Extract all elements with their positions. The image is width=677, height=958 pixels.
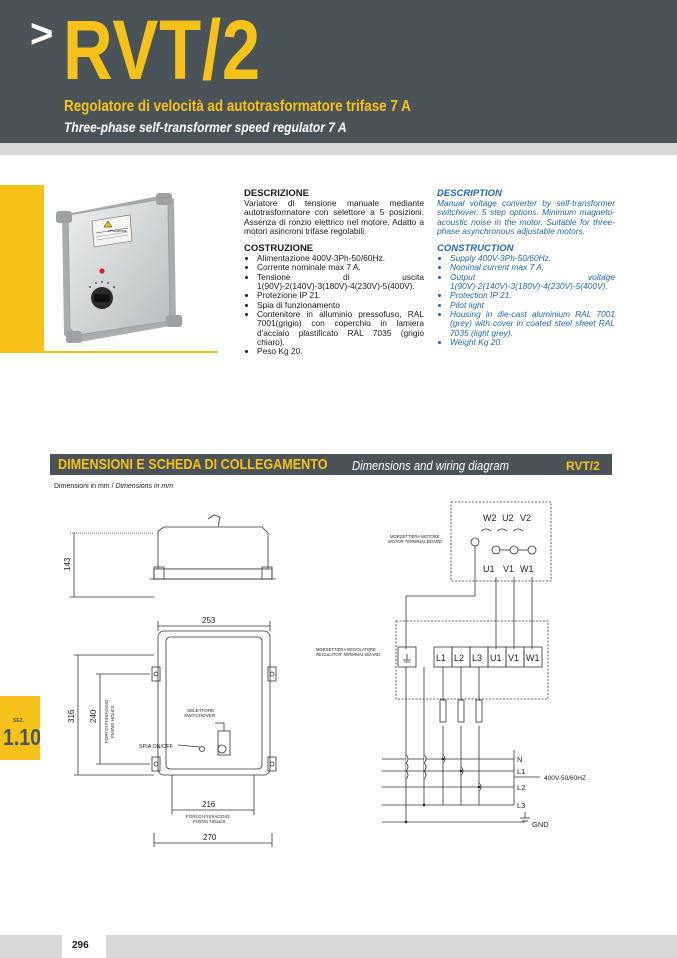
section-title-english: Dimensions and wiring diagram [352,459,509,473]
gnd-label: GND [532,820,549,829]
motor-board-label-en: MOTOR TERMINAL BOARD [388,539,442,544]
motor-terminal-u2: U2 [502,513,514,523]
line-l3-label: L3 [517,801,526,810]
list-item: • Peso Kg 20. [257,347,424,356]
side-tab-number: 1.10 [3,724,42,750]
dim-216-label: 216 [202,800,216,809]
list-item: • Tensione di uscita 1(90V)-2(140V)-3(180V)-4(230V)-5(400V). [257,273,424,292]
reg-terminal-l2: L2 [454,653,465,663]
motor-terminal-v2: V2 [520,513,532,523]
list-item: • Contenitore in alluminio pressofuso, RAL 7001(grigio) con coperchio in lamiera d'acciaio plastificato RAL 7035 (grigio chiaro). [257,310,424,347]
list-item: • Protezione IP 21. [257,291,424,300]
list-item: • Housing in die-cast aluminium RAL 7001 (grey) with cover in coated steel sheet RAL 7035 (light grey). [450,310,615,338]
product-label-text: ATTENZIONE [108,229,127,233]
list-item: • Nominal current max 7 A. [450,263,615,272]
list-item: • Alimentazione 400V-3Ph-50/60Hz. [257,254,424,263]
list-item: • Output voltage 1(90V)-2(140V)-3(180V)-4(230V)-5(400V). [450,273,615,292]
motor-board-label-it: MORSETTIERA MOTORE [390,534,440,539]
description-heading: DESCRIPTION [437,188,502,199]
dim-316-label: 316 [67,709,76,723]
description-english [437,188,615,347]
construction-list [437,254,615,347]
description-text: Manual voltage converter by self-transformer switchover, 5 step options. Minimum magneto-acoustic noise in the motor. Suitable for three-phase asynchronous adjustable motors. [437,198,615,236]
list-item: • Pilot light [450,301,615,310]
list-item: • Protection IP 21. [450,291,615,300]
fixing-holes-vertical-en: FIXING HOLES [110,705,115,738]
dimension-drawing [50,505,300,850]
reg-terminal-w1: W1 [526,653,540,663]
line-l2-label: L2 [517,783,526,792]
supply-label: 400V-50/60HZ [544,775,586,782]
construction-heading: CONSTRUCTION [437,243,514,255]
list-item: • Weight Kg 20. [450,338,615,347]
selector-label-it: SELETTORE [187,708,215,713]
regulator-board-label-en: REGULATOR TERMINAL BOARD [316,652,380,657]
page-title: RVT/2 [63,3,262,97]
list-item: • Corrente nominale max 7 A. [257,263,424,272]
regulator-box-illustration [44,185,224,351]
descrizione-heading: DESCRIZIONE [244,188,309,199]
description-italian [244,188,424,356]
list-item: • Supply 400V-3Ph-50/60Hz. [450,254,615,263]
pilot-light-icon [99,268,104,273]
motor-terminal-u1: U1 [483,564,495,574]
costruzione-list [244,254,424,356]
list-item: • Spia di funzionamento [257,301,424,310]
reg-terminal-v1: V1 [508,653,520,663]
fixing-holes-vertical-it: FORI DI FISSAGGIO [104,699,109,743]
dimensions-note-english: Dimensions in mm [115,483,174,490]
chevron-icon: > [30,12,54,56]
reg-terminal-l3: L3 [472,653,483,663]
motor-terminal-w2: W2 [483,513,497,523]
side-tab-sez: SEZ. [13,718,25,724]
dimensions-note-italian: Dimensioni in mm / [54,483,116,490]
dim-240-label: 240 [89,709,98,723]
section-title-italian: DIMENSIONI E SCHEDA DI COLLEGAMENTO [58,456,328,473]
fixing-holes-horizontal-en: FIXING HOLES [193,819,226,824]
reg-terminal-u1: U1 [490,653,502,663]
selector-label-en: SWITCHOVER [184,713,216,718]
line-l1-label: L1 [517,767,526,776]
costruzione-heading: COSTRUZIONE [244,243,314,255]
descrizione-text: Variatore di tensione manuale mediante autotrasformatore con selettore a 5 posizioni. Assenza di ronzio elettrico nel motore. Adatto a motori asincroni trifase regolabili. [244,198,424,236]
page-number: 296 [72,940,89,951]
motor-terminal-v1: V1 [503,564,515,574]
product-photo [44,185,224,351]
dimensions-note [54,482,173,491]
dim-143-label: 143 [63,557,72,571]
pilot-light-label: SPIA ON/OFF [139,744,173,750]
wiring-diagram [300,500,620,845]
fixing-holes-horizontal-it: FORI DI FISSAGGIO [186,814,230,819]
line-n-label: N [517,755,523,764]
motor-terminal-w1: W1 [520,564,534,574]
reg-terminal-l1: L1 [436,653,447,663]
section-code: RVT/2 [566,459,600,473]
regulator-board-label-it: MORSETTIERA REGOLATORE [316,647,376,652]
dim-253-label: 253 [202,616,216,625]
subtitle-italian: Regolatore di velocità ad autotrasformatore trifase 7 A [64,98,411,115]
header-strip [0,143,677,155]
dim-270-label: 270 [203,833,217,842]
subtitle-english: Three-phase self-transformer speed regulator 7 A [64,119,347,135]
